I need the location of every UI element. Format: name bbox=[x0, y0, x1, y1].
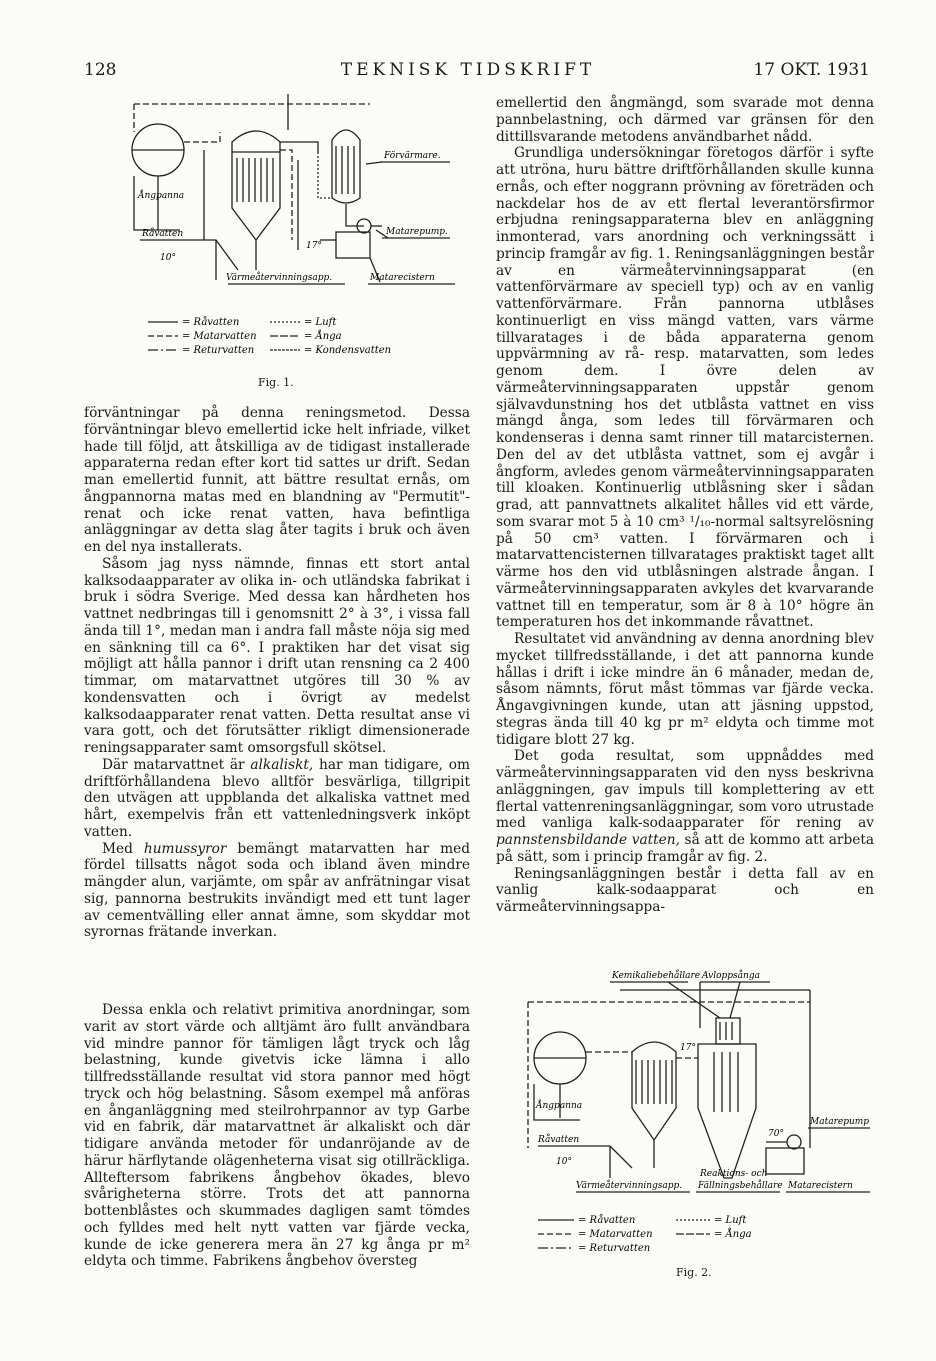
paragraph: Dessa enkla och relativt primitiva anordningar, som varit av stort värde och alltjämt äro fullt användbara vid mindre pannor för tämligen lågt tryck och låg belastning, kunde givetvis icke lämna i allo tillfredsställande resultat vid stora pannor med högt tryck och hög belastning. Såsom exempel må anföras en ånganläggning med steilrohrpannor av typ Garbe vid en fabrik, där matarvattnet är alkaliskt och där tidigare använda metoder för undanröjande av de härur härflytande olägenheterna visat sig otillräckliga. Allteftersom fabrikens ångbehov ökades, blevo svårigheterna större. Trots det att pannorna bottenblåstes och skummades dagligen samt tömdes och fylldes med helt nytt vatten var fjärde vecka, kunde de icke generera mera än 27 kg ånga pr m² eldyta och timme. Fabrikens ångbehov översteg bbox=[84, 1002, 470, 1270]
paragraph: Såsom jag nyss nämnde, finnas ett stort antal kalksodaapparater av olika in- och utländska fabrikat i bruk i södra Sverige. Med dessa kan hårdheten hos vattnet nedbringas till i genomsnitt 2° à 3°, i vissa fall ända till 1°, medan man i andra fall måste nöja sig med en sänkning till ca 6°. I praktiken har det visat sig möjligt att hålla pannor i drift utan rensning ca 2 400 timmar, om matarvattnet utgöres till 30 % av kondensvatten och i övrigt av medelst kalksodaapparater renat vatten. Detta resultat anse vi vara gott, och det förutsätter rikligt dimensionerade reningsapparater samt omsorgsfull skötsel. bbox=[84, 555, 470, 756]
paragraph: Det goda resultat, som uppnåddes med värmeåtervinningsapparaten vid den nyss beskrivna anläggningen, gav impuls till komplettering av ett flertal vattenreningsanläggningar, som voro utrustade med vanliga kalk-sodaapparater för rening av pannstensbildande vatten, så att de kommo att arbeta på sätt, som i princip framgår av fig. 2. bbox=[496, 748, 874, 865]
legend-matarvatten: = Matarvatten bbox=[578, 1229, 653, 1240]
legend-ravatten: = Råvatten bbox=[578, 1215, 636, 1226]
right-column bbox=[496, 95, 874, 916]
page-number: 128 bbox=[84, 60, 117, 80]
figure-1-caption: Fig. 1. bbox=[258, 376, 294, 389]
paragraph: Grundliga undersökningar företogos därför i syfte att utröna, huru bättre driftförhållanden skulle kunna ernås, och efter noggrann prövning av företräden och nackdelar hos de av ett flertal leverantörsfirmor erbjudna reningsapparaterna blev en anläggning inmonterad, vars anordning och verkningssätt i princip framgår av fig. 1. Reningsanläggningen består av en värmeåtervinningsapparat (en vattenförvärmare av speciell typ) och av en vanlig vattenförvärmare. Från pannorna utblåses kontinuerligt en viss mängd vatten, vars värme tillvaratages i de båda apparaterna genom uppvärmning av rå- resp. matarvatten, som ledes genom dem. I övre delen av värmeåtervinningsapparaten uppstår genom självavdunstning hos det utblåsta vattnet en viss mängd ånga, som ledes till förvärmaren och kondenseras i denna samt rinner till matarcisternen. Den del av det utblåsta vattnet, som ej avgår i ångform, avledes genom värmeåtervinningsapparaten till kloaken. Kontinuerlig utblåsning sker i sådan grad, att pannvattnets alkalitet hålles vid ett värde, som svarar mot 5 à 10 cm³ ¹/₁₀-normal saltsyrelösning på 50 cm³ vatten. I förvärmaren och i matarvattencisternen tillvaratages praktiskt taget allt värme hos den vid utblåsningen alstrade ångan. I värmeåtervinningsapparaten avkyles det kvarvarande vattnet till en temperatur, som är 8 à 10° högre än temperaturen hos det inkommande råvattnet. bbox=[496, 145, 874, 631]
paragraph: Där matarvattnet är alkaliskt, har man tidigare, om driftförhållandena blevo alltför besvärliga, tillgripit den utvägen att uppblanda det alkaliska vattnet med hårt, exempelvis från ett vattenledningsverk inköpt vatten. bbox=[84, 756, 470, 840]
figure-2-caption: Fig. 2. bbox=[676, 1266, 712, 1279]
label-matarepump: Matarepump. bbox=[386, 227, 448, 237]
legend-matarvatten: = Matarvatten bbox=[182, 331, 257, 342]
journal-title: TEKNISK TIDSKRIFT bbox=[340, 60, 596, 80]
label-matarecistern: Matarecistern bbox=[370, 273, 435, 283]
cistern-shape bbox=[336, 232, 370, 258]
legend-luft: = Luft bbox=[304, 317, 337, 328]
label-forvarmare: Förvärmare. bbox=[384, 151, 441, 161]
label-varmeatervinning: Värmeåtervinningsapp. bbox=[576, 1181, 683, 1191]
label-temp-17: 17° bbox=[306, 241, 322, 251]
figure-1-diagram bbox=[120, 90, 465, 360]
cistern-shape bbox=[766, 1148, 804, 1174]
label-avloppsanga: Avloppsånga bbox=[702, 971, 760, 981]
label-angpanna: Ångpanna bbox=[536, 1101, 583, 1111]
paragraph: Med humussyror bemängt matarvatten har med fördel tillsatts något soda och ibland även mindre mängder alun, varjämte, om spår av anfrätningar visat sig, pannorna bestrukits invändigt med ett tunt lager av cementvälling eller annat ämne, som skyddar mot syrornas frätande inverkan. bbox=[84, 840, 470, 941]
legend-anga: = Ånga bbox=[304, 331, 342, 342]
label-temp-70: 70° bbox=[768, 1129, 784, 1139]
left-column-top bbox=[84, 405, 470, 941]
issue-date: 17 OKT. 1931 bbox=[753, 60, 870, 80]
left-column-bottom bbox=[84, 1002, 470, 1270]
paragraph: emellertid den ångmängd, som svarade mot denna pannbelastning, och därmed var gränsen för den dittillsvarande metodens användbarhet nådd. bbox=[496, 95, 874, 145]
label-ravatten: Råvatten bbox=[538, 1135, 580, 1145]
legend-luft: = Luft bbox=[714, 1215, 747, 1226]
paragraph: Resultatet vid användning av denna anordning blev mycket tillfredsställande, i det att pannorna kunde hållas i drift i icke mindre än 6 månader, medan de, såsom nämnts, förut måst tömmas var fjärde vecka. Ångavgivningen kunde, utan att jäsning uppstod, stegras ända till 40 kg pr m² eldyta och timme mot tidigare blott 27 kg. bbox=[496, 631, 874, 748]
paragraph: förväntningar på denna reningsmetod. Dessa förväntningar blevo emellertid icke helt infriade, vilket hade till följd, att åtskilliga av de tidigast installerade apparaterna redan efter kort tid sattes ur drift. Sedan man emellertid funnit, att bättre resultat ernås, om ångpannorna matas med en blandning av "Permutit"-renat och icke renat vatten, hava befintliga anläggningar av detta slag åter tagits i bruk och även en del nya installerats. bbox=[84, 405, 470, 555]
reaction-tank-shape bbox=[698, 1044, 756, 1178]
figure-2-diagram bbox=[520, 968, 890, 1258]
legend-ravatten: = Råvatten bbox=[182, 317, 240, 328]
label-temp-17: 17° bbox=[680, 1043, 696, 1053]
legend-anga: = Ånga bbox=[714, 1229, 752, 1240]
label-varmeatervinning: Värmeåtervinningsapp. bbox=[226, 273, 333, 283]
legend-returvatten: = Returvatten bbox=[182, 345, 255, 356]
label-kemikalie: Kemikaliebehållare bbox=[612, 971, 701, 981]
label-matarecistern: Matarecistern bbox=[788, 1181, 853, 1191]
legend-kondensvatten: = Kondensvatten bbox=[304, 345, 392, 356]
label-reaktion-2: Fällningsbehållare bbox=[698, 1181, 783, 1191]
label-temp-10: 10° bbox=[556, 1157, 572, 1167]
legend-returvatten: = Returvatten bbox=[578, 1243, 651, 1254]
label-ravatten: Råvatten bbox=[142, 229, 184, 239]
label-reaktion-1: Reaktions- och bbox=[700, 1169, 768, 1179]
pump-shape bbox=[787, 1135, 801, 1149]
label-matarepump: Matarepump bbox=[810, 1117, 870, 1127]
label-temp-10: 10° bbox=[160, 253, 176, 263]
paragraph: Reningsanläggningen består i detta fall av en vanlig kalk-sodaapparat och en värmeåtervinningsappa- bbox=[496, 865, 874, 915]
label-angpanna: Ångpanna bbox=[138, 191, 185, 201]
